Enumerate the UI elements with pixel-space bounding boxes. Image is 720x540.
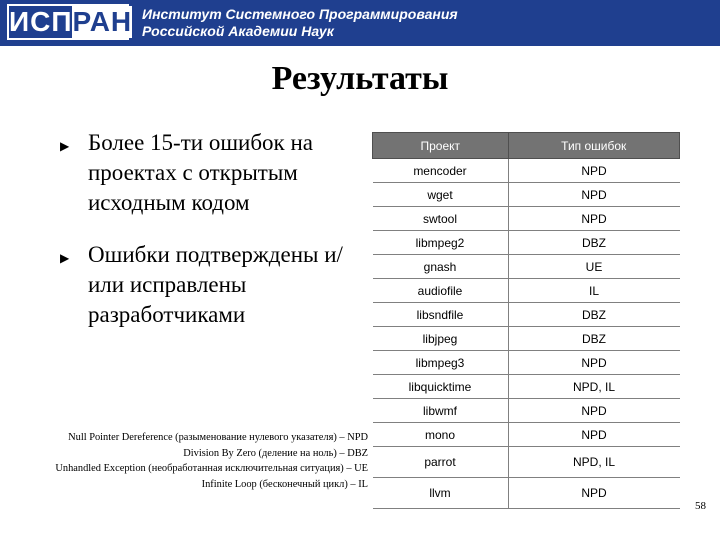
error-type-cell: DBZ xyxy=(508,327,680,351)
error-type-cell: NPD xyxy=(508,159,680,183)
table-row xyxy=(373,159,680,183)
table-row xyxy=(373,183,680,207)
legend-line: Unhandled Exception (необработанная исключительная ситуация) – UE xyxy=(55,463,368,474)
logo-text-ran: РАН xyxy=(72,6,133,37)
error-type-cell: NPD, IL xyxy=(508,375,680,399)
column-header-error-type: Тип ошибок xyxy=(508,133,680,159)
table-row xyxy=(373,375,680,399)
bullet-text: Более 15-ти ошибок на проектах с открытым исходным кодом xyxy=(88,130,313,215)
project-cell: libquicktime xyxy=(373,375,509,399)
project-cell: libsndfile xyxy=(373,303,509,327)
error-type-cell: NPD xyxy=(508,183,680,207)
error-type-cell: DBZ xyxy=(508,303,680,327)
project-cell: libwmf xyxy=(373,399,509,423)
ispras-logo xyxy=(7,4,133,40)
slide-title: Результаты xyxy=(271,60,449,97)
error-type-cell: DBZ xyxy=(508,231,680,255)
bullet-arrow-icon: ▶ xyxy=(60,251,70,265)
table-row xyxy=(373,423,680,447)
legend-line: Null Pointer Dereference (разыменование нулевого указателя) – NPD xyxy=(68,432,368,443)
column-header-project: Проект xyxy=(373,133,509,159)
table-row xyxy=(373,231,680,255)
error-type-cell: UE xyxy=(508,255,680,279)
page-number: 58 xyxy=(695,500,706,512)
bullet-arrow-icon: ▶ xyxy=(60,139,70,153)
error-type-cell: NPD xyxy=(508,478,680,509)
institute-line-2: Российской Академии Наук xyxy=(142,23,334,39)
institute-name xyxy=(142,6,458,40)
table-row xyxy=(373,478,680,509)
table-row xyxy=(373,207,680,231)
table-header-row xyxy=(373,133,680,159)
table-row xyxy=(373,399,680,423)
table-row xyxy=(373,279,680,303)
table-row xyxy=(373,351,680,375)
table-row xyxy=(373,447,680,478)
project-cell: llvm xyxy=(373,478,509,509)
project-cell: mencoder xyxy=(373,159,509,183)
project-cell: wget xyxy=(373,183,509,207)
table-row xyxy=(373,255,680,279)
legend-line: Division By Zero (деление на ноль) – DBZ xyxy=(183,447,368,459)
project-cell: parrot xyxy=(373,447,509,478)
project-cell: swtool xyxy=(373,207,509,231)
error-type-cell: NPD xyxy=(508,399,680,423)
project-cell: audiofile xyxy=(373,279,509,303)
error-type-cell: NPD, IL xyxy=(508,447,680,478)
bullet-text: Ошибки подтверждены и/или исправлены разработчиками xyxy=(88,242,343,327)
legend-line: Infinite Loop (бесконечный цикл) – IL xyxy=(201,478,368,490)
table-row xyxy=(373,327,680,351)
error-type-cell: NPD xyxy=(508,207,680,231)
project-cell: mono xyxy=(373,423,509,447)
results-table xyxy=(372,132,680,509)
logo-text-isp: ИСП xyxy=(9,6,73,37)
error-type-cell: NPD xyxy=(508,351,680,375)
error-legend xyxy=(55,430,368,492)
project-cell: gnash xyxy=(373,255,509,279)
error-type-cell: NPD xyxy=(508,423,680,447)
institute-line-1: Институт Системного Программирования xyxy=(142,6,458,22)
bullet-item xyxy=(58,240,358,330)
project-cell: libjpeg xyxy=(373,327,509,351)
project-cell: libmpeg3 xyxy=(373,351,509,375)
error-type-cell: IL xyxy=(508,279,680,303)
bullet-list xyxy=(58,128,358,352)
project-cell: libmpeg2 xyxy=(373,231,509,255)
table-row xyxy=(373,303,680,327)
bullet-item xyxy=(58,128,358,218)
header-bar xyxy=(0,0,720,46)
